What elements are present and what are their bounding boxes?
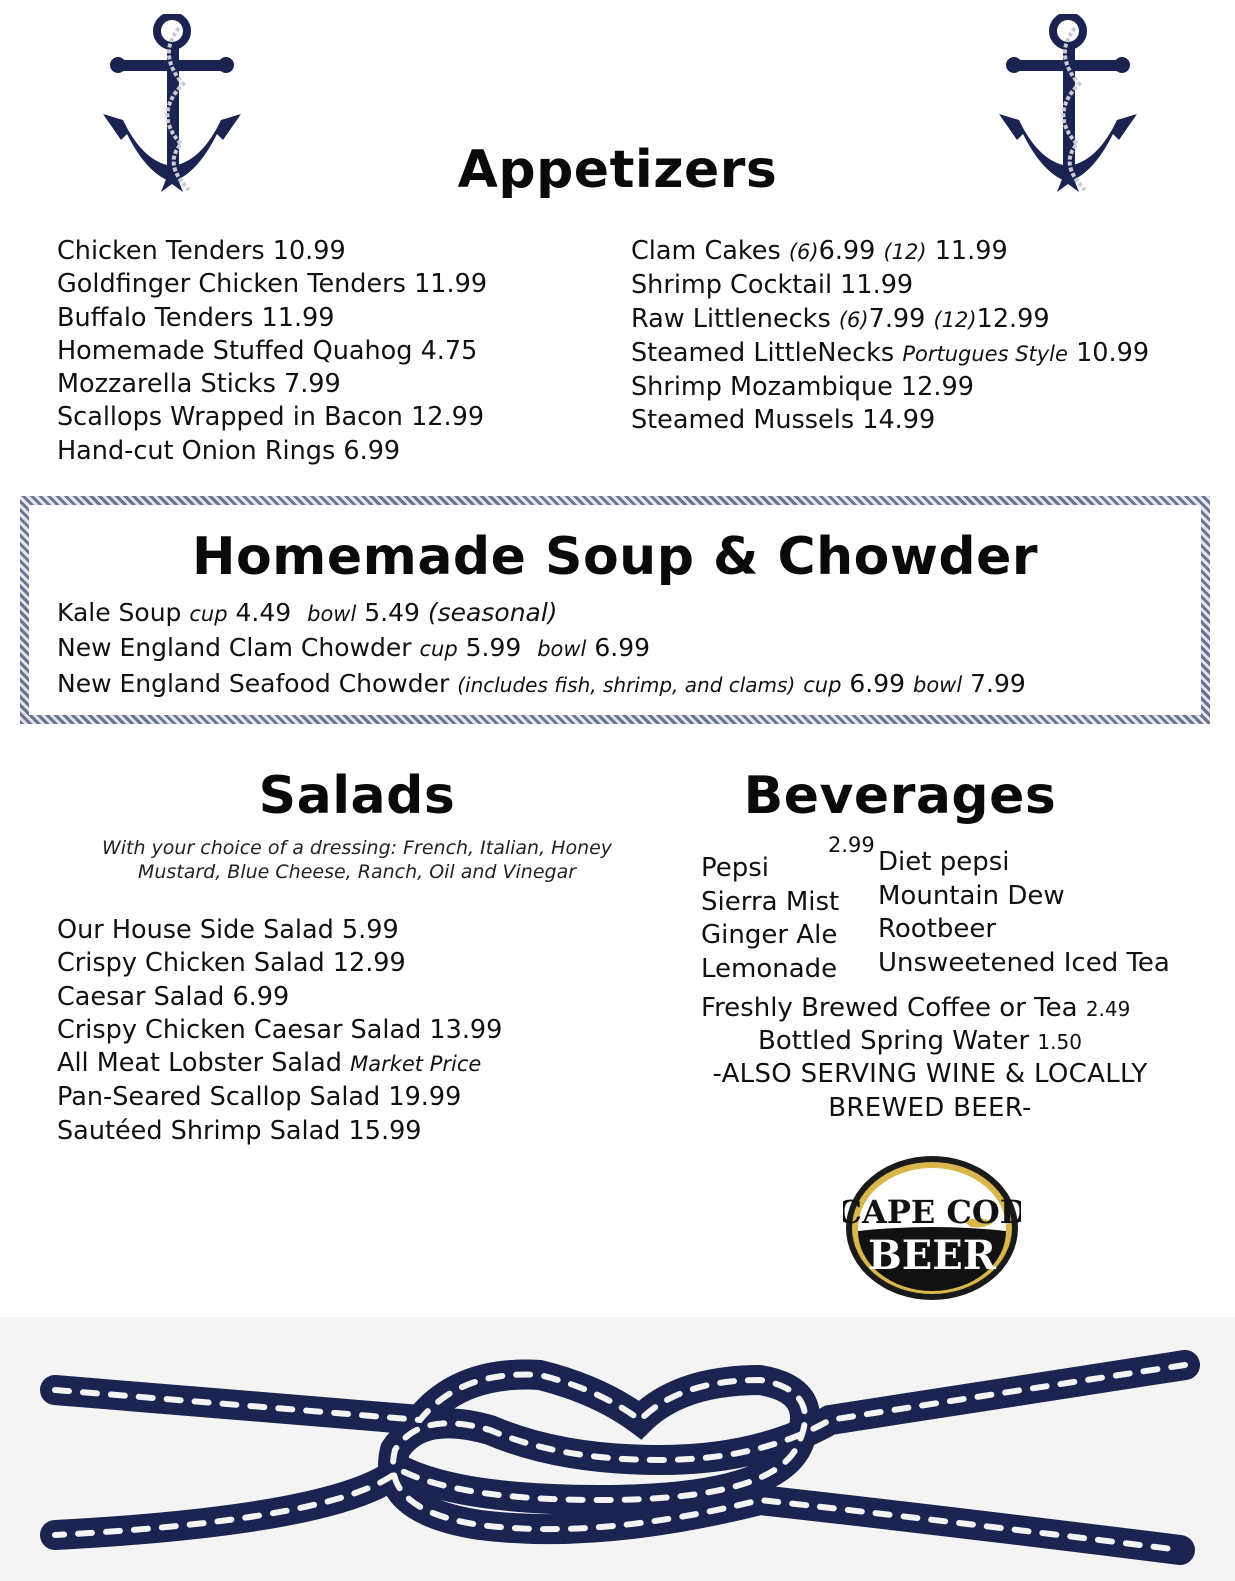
list-item: Pepsi	[701, 853, 770, 883]
appetizers-title: Appetizers	[457, 140, 778, 200]
square-knot-icon	[40, 1350, 1200, 1575]
list-item: Hand-cut Onion Rings 6.99	[57, 435, 401, 466]
list-item: Diet pepsi	[878, 847, 1010, 877]
cape-cod-beer-logo	[843, 1153, 1021, 1303]
list-item: Scallops Wrapped in Bacon 12.99	[57, 402, 485, 433]
appetizers-right-list	[631, 235, 1149, 438]
beverages-left-list	[701, 852, 839, 986]
salad-dressing-note: With your choice of a dressing: French, Italian, Honey Mustard, Blue Cheese, Ranch, Oil and Vinegar	[101, 837, 613, 883]
list-item: Lemonade	[701, 953, 838, 984]
salads-list	[57, 914, 502, 1148]
list-item: All Meat Lobster Salad Market Price	[57, 1048, 482, 1079]
list-item: Mozzarella Sticks 7.99	[57, 369, 341, 400]
list-item: Crispy Chicken Caesar Salad 13.99	[57, 1014, 503, 1045]
list-item: New England Seafood Chowder (includes fish, shrimp, and clams) cup 6.99 bowl 7.99	[57, 668, 1026, 698]
list-item: Homemade Stuffed Quahog 4.75	[57, 335, 478, 366]
list-item: Shrimp Cocktail 11.99	[631, 270, 914, 301]
coffee-line: Freshly Brewed Coffee or Tea 2.49	[701, 993, 1131, 1023]
list-item: Unsweetened Iced Tea	[878, 947, 1170, 978]
list-item: Sautéed Shrimp Salad 15.99	[57, 1115, 422, 1146]
list-item: Crispy Chicken Salad 12.99	[57, 948, 406, 979]
list-item: Sierra Mist	[701, 886, 840, 917]
beverages-right-list	[878, 846, 1170, 980]
list-item: Raw Littlenecks (6)7.99 (12)12.99	[631, 303, 1050, 334]
list-item: Shrimp Mozambique 12.99	[631, 372, 974, 403]
also-serving-note: -ALSO SERVING WINE & LOCALLY BREWED BEER-	[712, 1059, 1148, 1123]
beverages-title: Beverages	[743, 766, 1057, 826]
appetizers-left-list	[57, 235, 487, 468]
list-item: Steamed LittleNecks Portugues Style 10.99	[631, 337, 1150, 368]
list-item: Mountain Dew	[878, 880, 1065, 911]
list-item: Kale Soup cup 4.49 bowl 5.49 (seasonal)	[57, 598, 558, 627]
list-item: Goldfinger Chicken Tenders 11.99	[57, 269, 488, 300]
list-item: Steamed Mussels 14.99	[631, 405, 936, 436]
salads-title: Salads	[258, 766, 456, 826]
list-item: New England Clam Chowder cup 5.99 bowl 6.99	[57, 633, 651, 663]
svg-text:CAPE COD: CAPE COD	[843, 1193, 1021, 1231]
list-item: Rootbeer	[878, 914, 997, 944]
soup-title: Homemade Soup & Chowder	[191, 527, 1039, 587]
list-item: Clam Cakes (6)6.99 (12) 11.99	[631, 236, 1008, 266]
water-line: Bottled Spring Water 1.50	[758, 1026, 1082, 1056]
soup-list	[57, 596, 1026, 702]
list-item: Buffalo Tenders 11.99	[57, 302, 335, 333]
list-item: Our House Side Salad 5.99	[57, 915, 399, 945]
list-item: Ginger Ale	[701, 920, 838, 950]
soda-price: 2.99	[828, 833, 875, 857]
list-item: Caesar Salad 6.99	[57, 981, 290, 1012]
svg-text:BEER: BEER	[867, 1232, 997, 1279]
list-item: Pan-Seared Scallop Salad 19.99	[57, 1082, 462, 1113]
list-item: Chicken Tenders 10.99	[57, 236, 346, 266]
